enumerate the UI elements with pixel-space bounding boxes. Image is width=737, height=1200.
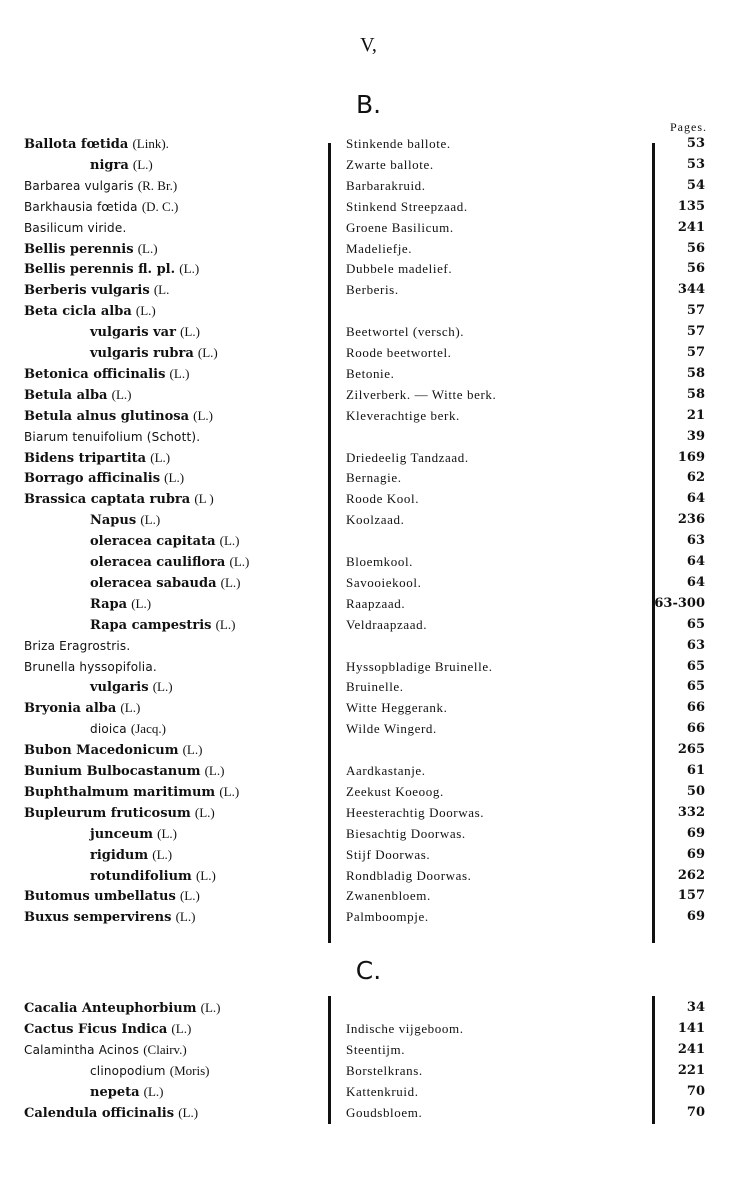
index-entry <box>0 865 737 886</box>
latin-name <box>90 321 200 343</box>
page-reference: 64 <box>686 574 705 590</box>
species-name: Brassica captata rubra <box>24 492 191 508</box>
species-name: Briza Eragrostris. <box>24 638 131 653</box>
index-entry <box>0 154 737 175</box>
page-reference: 65 <box>686 658 705 674</box>
page-reference: 135 <box>677 198 705 214</box>
page-reference: 65 <box>686 679 705 695</box>
page-reference: 221 <box>677 1063 705 1078</box>
index-entry <box>0 217 737 238</box>
latin-name <box>24 279 169 301</box>
index-entry <box>0 635 737 656</box>
latin-name <box>24 238 158 260</box>
latin-name <box>90 823 177 845</box>
species-name: oleracea capitata <box>90 534 216 550</box>
latin-name <box>24 217 126 239</box>
latin-name <box>24 697 140 719</box>
page-reference: 57 <box>686 303 705 319</box>
page-reference: 57 <box>686 345 705 360</box>
page-reference: 70 <box>686 1084 705 1099</box>
index-entry <box>0 530 737 551</box>
section-heading-b: B. <box>355 90 382 119</box>
species-name: Bupleurum fruticosum <box>24 805 191 821</box>
author-abbreviation: (L.) <box>179 888 200 904</box>
page-reference: 265 <box>677 742 705 758</box>
dutch-name: Zwarte ballote. <box>346 156 434 172</box>
author-abbreviation: (Jacq.) <box>130 721 166 737</box>
author-abbreviation: (L.) <box>215 616 236 632</box>
index-entry <box>0 593 737 614</box>
dutch-name: Goudsbloem. <box>346 1105 423 1120</box>
page-reference: 50 <box>686 783 705 799</box>
author-abbreviation: (L.) <box>171 1021 192 1036</box>
dutch-name: Kleverachtige berk. <box>346 407 460 423</box>
index-entry <box>0 781 737 802</box>
page-reference: 169 <box>677 449 705 465</box>
latin-name <box>24 133 169 155</box>
page-reference: 53 <box>686 136 705 151</box>
page-reference: 57 <box>686 324 705 340</box>
author-abbreviation: (L.) <box>164 470 185 486</box>
author-abbreviation: (L.) <box>200 1000 221 1015</box>
page-reference: 63 <box>686 533 705 549</box>
page-reference: 69 <box>686 825 705 841</box>
species-name: vulgaris rubra <box>90 346 194 361</box>
dutch-name: Roode Kool. <box>346 491 420 507</box>
author-abbreviation: (L. <box>153 282 170 298</box>
index-entry <box>0 467 737 488</box>
author-abbreviation: (L.) <box>150 449 171 465</box>
latin-name <box>24 405 213 427</box>
author-abbreviation: (L.) <box>132 156 153 172</box>
species-name: Beta cicla alba <box>24 304 132 320</box>
author-abbreviation: (L ) <box>194 491 214 507</box>
dutch-name: Raapzaad. <box>346 595 406 611</box>
species-name: Ballota fœtida <box>24 137 129 152</box>
section-heading-c: C. <box>355 956 382 985</box>
dutch-name: Steentijm. <box>346 1042 406 1057</box>
dutch-name: Bernagie. <box>346 470 402 486</box>
author-abbreviation: (L.) <box>152 679 173 695</box>
page-reference: 58 <box>686 386 705 402</box>
page-reference: 70 <box>686 1105 705 1120</box>
latin-name <box>24 781 239 803</box>
index-entry <box>0 1102 737 1123</box>
page-reference: 62 <box>686 470 705 486</box>
latin-name <box>24 384 131 406</box>
species-name: Barkhausia fœtida <box>24 199 138 214</box>
latin-name <box>90 572 241 594</box>
page-reference: 39 <box>686 428 705 444</box>
dutch-name: Stijf Doorwas. <box>346 846 431 862</box>
index-entry <box>0 447 737 468</box>
dutch-name: Bloemkool. <box>346 554 414 569</box>
author-abbreviation: (L.) <box>195 867 216 883</box>
dutch-name: Driedeelig Tandzaad. <box>346 449 469 465</box>
author-abbreviation: (L.) <box>175 909 196 925</box>
index-entry <box>0 363 737 384</box>
index-entry <box>0 997 737 1018</box>
author-abbreviation: (L.) <box>137 240 158 256</box>
index-entry <box>0 614 737 635</box>
author-abbreviation: (L.) <box>120 700 141 716</box>
species-name: oleracea sabauda <box>90 575 217 591</box>
dutch-name: Indische vijgeboom. <box>346 1021 464 1036</box>
page-reference: 66 <box>686 721 705 737</box>
species-name: nepeta <box>90 1085 140 1100</box>
species-name: Cacalia Anteuphorbium <box>24 1001 197 1016</box>
author-abbreviation: (L.) <box>229 554 250 569</box>
author-abbreviation: (L.) <box>178 1105 199 1120</box>
species-name: Bunium Bulbocastanum <box>24 764 201 779</box>
dutch-name: Berberis. <box>346 282 399 298</box>
latin-name <box>24 1018 191 1040</box>
author-abbreviation: (L.) <box>219 533 240 549</box>
species-name: Bellis perennis fl. pl. <box>24 262 176 278</box>
author-abbreviation: (L.) <box>182 742 203 758</box>
author-abbreviation: (L.) <box>219 783 240 799</box>
species-name: Napus <box>90 513 137 529</box>
dutch-name: Stinkend Streepzaad. <box>346 198 468 214</box>
author-abbreviation: (L.) <box>157 825 178 841</box>
index-entry <box>0 572 737 593</box>
author-abbreviation: (Moris) <box>169 1063 210 1078</box>
species-name: Basilicum viride. <box>24 220 127 235</box>
latin-name <box>90 1060 209 1082</box>
page-number: V, <box>360 34 377 56</box>
species-name: vulgaris <box>90 680 149 696</box>
latin-name <box>90 865 216 887</box>
author-abbreviation: (L.) <box>204 763 225 778</box>
latin-name <box>24 885 200 907</box>
dutch-name: Borstelkrans. <box>346 1063 423 1078</box>
index-entry <box>0 760 737 781</box>
dutch-name: Palmboompje. <box>346 909 429 925</box>
species-name: Calendula officinalis <box>24 1106 175 1121</box>
page-reference: 157 <box>677 888 705 904</box>
index-entry <box>0 823 737 844</box>
author-abbreviation: (L.) <box>140 512 161 528</box>
dutch-name: Zeekust Koeoog. <box>346 783 444 799</box>
dutch-name: Stinkende ballote. <box>346 136 451 151</box>
index-entry <box>0 551 737 572</box>
latin-name <box>90 551 249 573</box>
dutch-name: Heesterachtig Doorwas. <box>346 804 485 820</box>
index-entry <box>0 384 737 405</box>
page-reference: 236 <box>677 512 705 528</box>
author-abbreviation: (L.) <box>197 345 218 360</box>
index-entry <box>0 426 737 447</box>
dutch-name: Groene Basilicum. <box>346 219 454 235</box>
page-reference: 21 <box>686 407 705 423</box>
index-entry <box>0 300 737 321</box>
species-name: Brunella hyssopifolia. <box>24 659 157 674</box>
latin-name <box>24 997 221 1019</box>
dutch-name: Veldraapzaad. <box>346 616 428 632</box>
species-name: Biarum tenuifolium (Schott). <box>24 429 201 444</box>
page-reference: 66 <box>686 700 705 716</box>
author-abbreviation: (L.) <box>193 407 214 423</box>
index-entry <box>0 238 737 259</box>
author-abbreviation: (L.) <box>143 1084 164 1099</box>
index-entry <box>0 321 737 342</box>
dutch-name: Madeliefje. <box>346 240 413 256</box>
dutch-name: Biesachtig Doorwas. <box>346 825 466 841</box>
author-abbreviation: (L.) <box>169 365 190 381</box>
index-entry <box>0 258 737 279</box>
index-entry <box>0 1081 737 1102</box>
species-name: Betula alnus glutinosa <box>24 408 190 424</box>
dutch-name: Zwanenbloem. <box>346 888 431 904</box>
latin-name <box>90 593 151 615</box>
latin-name <box>24 1102 198 1124</box>
latin-name <box>24 467 184 489</box>
author-abbreviation: (L.) <box>131 595 152 611</box>
species-name: Bellis perennis <box>24 241 134 257</box>
dutch-name: Zilverberk. — Witte berk. <box>346 386 497 402</box>
dutch-name: Kattenkruid. <box>346 1084 419 1099</box>
latin-name <box>24 363 189 385</box>
latin-name <box>90 509 160 531</box>
species-name: Berberis vulgaris <box>24 283 150 299</box>
page-reference: 141 <box>677 1021 705 1036</box>
author-abbreviation: (L.) <box>152 846 173 862</box>
latin-name <box>24 635 130 657</box>
index-entry <box>0 196 737 217</box>
dutch-name: Hyssopbladige Bruinelle. <box>346 658 493 674</box>
species-name: Bryonia alba <box>24 701 117 717</box>
latin-name <box>90 676 173 698</box>
index-entry <box>0 844 737 865</box>
latin-name <box>90 530 240 552</box>
index-entry <box>0 279 737 300</box>
index-entry <box>0 488 737 509</box>
pages-column-label: Pages. <box>670 120 707 134</box>
latin-name <box>90 614 235 636</box>
species-name: junceum <box>90 826 154 842</box>
species-name: oleracea cauliflora <box>90 555 226 570</box>
dutch-name: Koolzaad. <box>346 512 405 528</box>
index-entry <box>0 175 737 196</box>
dutch-name: Dubbele madelief. <box>346 261 453 277</box>
page-reference: 34 <box>686 1000 705 1015</box>
latin-name <box>90 154 153 176</box>
dutch-name: Savooiekool. <box>346 574 422 590</box>
dutch-name: Barbarakruid. <box>346 177 426 193</box>
index-entry <box>0 509 737 530</box>
latin-name <box>90 844 172 866</box>
index-entry <box>0 1039 737 1060</box>
latin-name <box>24 258 199 280</box>
index-entry <box>0 676 737 697</box>
index-entry <box>0 697 737 718</box>
page-reference: 65 <box>686 616 705 632</box>
latin-name <box>24 1039 187 1061</box>
species-name: nigra <box>90 157 129 173</box>
page-reference: 262 <box>677 867 705 883</box>
species-name: rotundifolium <box>90 868 192 884</box>
species-name: Calamintha Acinos <box>24 1043 140 1057</box>
latin-name <box>24 488 214 510</box>
index-entry <box>0 739 737 760</box>
species-name: dioica <box>90 722 127 737</box>
species-name: vulgaris var <box>90 325 176 341</box>
species-name: Cactus Ficus Indica <box>24 1022 168 1037</box>
index-entry <box>0 133 737 154</box>
author-abbreviation: (L.) <box>179 261 200 277</box>
species-name: Betula alba <box>24 387 108 403</box>
page-reference: 241 <box>677 1042 705 1057</box>
index-entry <box>0 1018 737 1039</box>
latin-name <box>90 342 218 364</box>
page-reference: 64 <box>686 554 705 569</box>
latin-name <box>24 656 157 678</box>
page-reference: 241 <box>677 219 705 235</box>
author-abbreviation: (L.) <box>111 386 132 402</box>
latin-name <box>24 175 177 197</box>
index-entry <box>0 342 737 363</box>
species-name: Rapa campestris <box>90 617 212 633</box>
dutch-name: Rondbladig Doorwas. <box>346 867 472 883</box>
index-entry <box>0 906 737 927</box>
page-reference: 58 <box>686 365 705 381</box>
page-reference: 63-300 <box>654 595 705 611</box>
author-abbreviation: (L.) <box>194 804 215 820</box>
species-name: Buxus sempervirens <box>24 910 172 926</box>
page-reference: 63 <box>686 637 705 653</box>
index-entry <box>0 718 737 739</box>
species-name: Rapa <box>90 596 128 612</box>
latin-name <box>90 1081 164 1103</box>
latin-name <box>24 447 170 469</box>
page-reference: 53 <box>686 156 705 172</box>
dutch-name: Betonie. <box>346 365 395 381</box>
page-reference: 69 <box>686 909 705 925</box>
page-reference: 64 <box>686 491 705 507</box>
author-abbreviation: (D. C.) <box>141 198 179 214</box>
author-abbreviation: (L.) <box>180 324 200 340</box>
index-entry <box>0 656 737 677</box>
page-reference: 61 <box>686 763 705 778</box>
latin-name <box>24 300 156 322</box>
dutch-name: Witte Heggerank. <box>346 700 448 716</box>
latin-name <box>24 196 178 218</box>
species-name: Bubon Macedonicum <box>24 743 179 759</box>
page-reference: 332 <box>677 804 705 820</box>
latin-name <box>24 906 195 928</box>
index-entry <box>0 1060 737 1081</box>
page-reference: 56 <box>686 240 705 256</box>
author-abbreviation: (L.) <box>135 303 156 319</box>
species-name: Betonica officinalis <box>24 366 166 382</box>
latin-name <box>24 739 202 761</box>
species-name: rigidum <box>90 847 149 863</box>
index-entry <box>0 802 737 823</box>
dutch-name: Bruinelle. <box>346 679 404 695</box>
dutch-name: Wilde Wingerd. <box>346 721 437 737</box>
index-entry <box>0 885 737 906</box>
author-abbreviation: (Clairv.) <box>143 1042 187 1057</box>
species-name: Butomus umbellatus <box>24 889 176 905</box>
latin-name <box>90 718 166 740</box>
dutch-name: Roode beetwortel. <box>346 345 452 360</box>
species-name: Barbarea vulgaris <box>24 178 134 193</box>
page-reference: 69 <box>686 846 705 862</box>
latin-name <box>24 802 215 824</box>
author-abbreviation: (R. Br.) <box>137 177 178 193</box>
author-abbreviation: (Link). <box>132 136 169 151</box>
species-name: clinopodium <box>90 1064 166 1078</box>
dutch-name: Beetwortel (versch). <box>346 324 465 340</box>
latin-name <box>24 760 224 782</box>
species-name: Buphthalmum maritimum <box>24 784 216 800</box>
dutch-name: Aardkastanje. <box>346 763 426 778</box>
page-reference: 54 <box>686 177 705 193</box>
index-entry <box>0 405 737 426</box>
species-name: Borrago afficinalis <box>24 471 161 487</box>
page-reference: 56 <box>686 261 705 277</box>
latin-name <box>24 426 200 448</box>
author-abbreviation: (L.) <box>220 574 241 590</box>
page-reference: 344 <box>677 282 705 298</box>
species-name: Bidens tripartita <box>24 450 147 466</box>
